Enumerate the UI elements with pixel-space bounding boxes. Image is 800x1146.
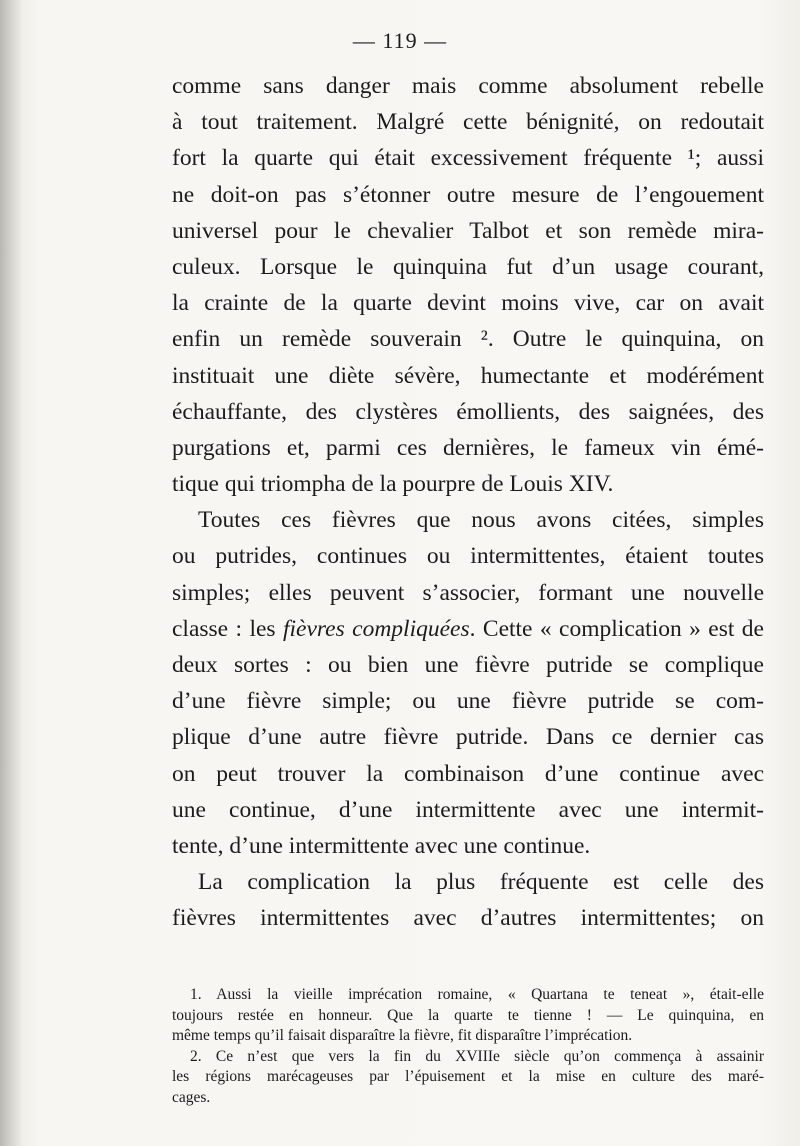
text-line: échauffante, des clystères émollients, des saignées, des [172, 398, 764, 425]
text-line: à tout traitement. Malgré cette bénignité, on redoutait [172, 109, 764, 136]
text-line: ou putrides, continues ou intermittentes, étaient toutes [172, 543, 764, 570]
text-line: universel pour le chevalier Talbot et son remède mira- [172, 217, 764, 244]
footnote-line: les régions marécageuses par l’épuisement et la mise en culture des maré- [172, 1068, 764, 1085]
text-line: Toutes ces fièvres que nous avons citées, simples [198, 507, 764, 534]
text-line: culeux. Lorsque le quinquina fut d’un usage courant, [172, 253, 764, 280]
text-line: enfin un remède souverain ². Outre le quinquina, on [172, 326, 764, 353]
footnotes [172, 985, 764, 1108]
text-line: tique qui triompha de la pourpre de Louis XIV. [172, 471, 614, 498]
main-text [172, 68, 764, 937]
text-line: tente, d’une intermittente avec une continue. [172, 832, 591, 859]
text-line: ne doit-on pas s’étonner outre mesure de l’engouement [172, 181, 764, 208]
text-line: la crainte de la quarte devint moins vive, car on avait [172, 290, 764, 317]
italic-term: fièvres compliquées [282, 615, 470, 642]
text-line: on peut trouver la combinaison d’une continue avec [172, 760, 764, 787]
text-line: fort la quarte qui était excessivement fréquente ¹; aussi [172, 145, 764, 172]
text-line: une continue, d’une intermittente avec une intermit- [172, 796, 764, 823]
text-line: simples; elles peuvent s’associer, formant une nouvelle [172, 579, 764, 606]
text-line: purgations et, parmi ces dernières, le fameux vin émé- [172, 434, 764, 461]
page-number: — 119 — [352, 28, 448, 53]
binding-shadow [0, 0, 22, 1146]
text-line: d’une fièvre simple; ou une fièvre putride se com- [172, 688, 764, 715]
text-line: fièvres intermittentes avec d’autres intermittentes; on [172, 905, 764, 932]
text-line: classe : les fièvres compliquées. Cette « complication » est de [172, 615, 764, 642]
text-line: La complication la plus fréquente est celle des [198, 869, 764, 896]
text-line: instituait une diète sévère, humectante et modérément [172, 362, 764, 389]
footnote-line: toujours restée en honneur. Que la quarte te tienne ! — Le quinquina, en [172, 1006, 764, 1024]
footnote-line: 1. Aussi la vieille imprécation romaine, « Quartana te teneat », était-elle [190, 986, 764, 1003]
footnote-line: même temps qu’il faisait disparaître la fièvre, fit disparaître l’imprécation. [172, 1027, 633, 1044]
text-line: comme sans danger mais comme absolument rebelle [172, 73, 764, 99]
footnote-line: cages. [172, 1088, 211, 1106]
text-line: deux sortes : ou bien une fièvre putride se complique [172, 652, 764, 678]
footnote-line: 2. Ce n’est que vers la fin du XVIIIe siècle qu’on commença à assainir [190, 1047, 764, 1065]
text-line: plique d’une autre fièvre putride. Dans ce dernier cas [172, 724, 764, 751]
